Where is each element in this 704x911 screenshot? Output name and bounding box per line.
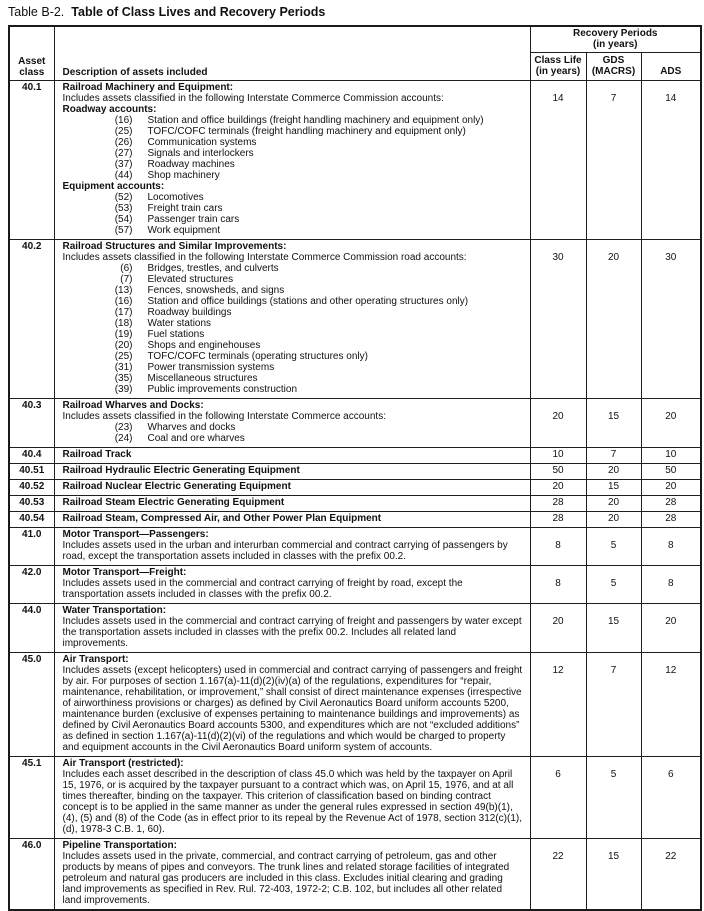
account-text: Work equipment — [147, 225, 221, 236]
account-item — [63, 170, 524, 181]
gds-value-cell: 5 — [586, 757, 641, 839]
description-cell — [54, 839, 530, 911]
class-life-value-cell: 8 — [530, 566, 586, 604]
ads-column-header — [641, 53, 701, 81]
gds-value-cell: 5 — [586, 566, 641, 604]
account-number: (23) — [114, 422, 133, 433]
account-number: (7) — [120, 274, 133, 285]
account-text: Freight train cars — [147, 203, 223, 214]
description-paragraph: Includes assets (except helicopters) used in commercial and contract carrying of passengers and freight by air. For purposes of section 1.167(a)-11(d)(2)(iv)(a) of the regulations, expenditures for “repair, maintenance, rehabilitation, or improvement,” shall consist of direct maintenance expenses (irrespective of airworthiness provisions or charges) as defined by Civil Aeronautics Board uniform accounts 5200, maintenance burden (exclusive of expenses pertaining to maintenance buildings and improvements) as defined by Civil Aeronautics Board accounts 5300, and expenditures which are not “excluded additions” as defined in section 1.167(a)-11(d)(2)(vi) of the regulations and which would be charged to property and equipment accounts in the Civil Aeronautics Board uniform system of accounts. — [62, 665, 523, 753]
account-number: (27) — [114, 148, 133, 159]
asset-class-cell: 41.0 — [9, 528, 54, 566]
description-cell — [54, 448, 530, 464]
gds-value-cell: 5 — [586, 528, 641, 566]
class-life-value-cell: 20 — [530, 399, 586, 448]
account-item — [63, 384, 524, 395]
account-item — [63, 329, 524, 340]
account-item — [63, 126, 524, 137]
account-number: (44) — [114, 170, 133, 181]
recovery-periods-line1: Recovery Periods — [573, 28, 658, 39]
description-cell — [54, 604, 530, 653]
gds-value-cell: 15 — [586, 480, 641, 496]
account-text: Wharves and docks — [147, 422, 236, 433]
account-number: (57) — [114, 225, 133, 236]
table-row — [9, 604, 701, 653]
description-paragraph: Includes assets classified in the following Interstate Commerce Commission road accounts: — [62, 252, 467, 263]
class-lives-table — [8, 25, 702, 911]
asset-heading: Railroad Steam Electric Generating Equipment — [62, 497, 285, 508]
asset-heading: Air Transport: — [62, 654, 129, 665]
asset-class-header-line1: Asset — [18, 56, 46, 67]
table-row — [9, 528, 701, 566]
asset-heading: Railroad Machinery and Equipment: — [62, 82, 234, 93]
account-text: Locomotives — [147, 192, 204, 203]
account-item — [63, 351, 524, 362]
gds-value-cell: 15 — [586, 839, 641, 911]
asset-class-cell: 40.4 — [9, 448, 54, 464]
class-life-value-cell: 8 — [530, 528, 586, 566]
ads-header-label: ADS — [660, 66, 682, 77]
account-item — [63, 433, 524, 444]
gds-value-cell: 20 — [586, 496, 641, 512]
description-paragraph: Includes assets classified in the following Interstate Commerce Commission accounts: — [62, 93, 444, 104]
asset-class-cell: 40.1 — [9, 81, 54, 240]
table-row — [9, 566, 701, 604]
description-cell — [54, 566, 530, 604]
class-life-value-cell: 28 — [530, 512, 586, 528]
account-text: Station and office buildings (stations and other operating structures only) — [147, 296, 469, 307]
ads-value-cell: 12 — [641, 653, 701, 757]
gds-value-cell: 20 — [586, 464, 641, 480]
account-item — [63, 296, 524, 307]
account-item — [63, 214, 524, 225]
account-item — [63, 192, 524, 203]
table-row — [9, 480, 701, 496]
account-number: (53) — [114, 203, 133, 214]
recovery-periods-line2: (in years) — [593, 39, 638, 50]
header-row-top — [9, 26, 701, 53]
ads-value-cell: 22 — [641, 839, 701, 911]
asset-heading: Railroad Steam, Compressed Air, and Other Power Plan Equipment — [62, 513, 382, 524]
account-item — [63, 263, 524, 274]
account-number: (25) — [114, 126, 133, 137]
account-item — [63, 373, 524, 384]
class-life-header-line2: (in years) — [535, 66, 581, 77]
class-life-value-cell: 10 — [530, 448, 586, 464]
class-life-column-header — [530, 53, 586, 81]
account-item — [63, 274, 524, 285]
description-cell — [54, 653, 530, 757]
asset-class-cell: 44.0 — [9, 604, 54, 653]
account-number: (52) — [114, 192, 133, 203]
asset-heading: Railroad Track — [62, 449, 132, 460]
description-cell — [54, 240, 530, 399]
asset-class-cell: 45.0 — [9, 653, 54, 757]
asset-class-cell: 40.51 — [9, 464, 54, 480]
gds-value-cell: 15 — [586, 399, 641, 448]
description-cell — [54, 528, 530, 566]
description-cell — [54, 399, 530, 448]
ads-value-cell: 10 — [641, 448, 701, 464]
account-number: (37) — [114, 159, 133, 170]
class-life-value-cell: 12 — [530, 653, 586, 757]
class-life-value-cell: 50 — [530, 464, 586, 480]
account-item — [63, 307, 524, 318]
account-number: (54) — [114, 214, 133, 225]
table-row — [9, 496, 701, 512]
account-number: (20) — [114, 340, 133, 351]
gds-value-cell: 20 — [586, 240, 641, 399]
asset-class-cell: 45.1 — [9, 757, 54, 839]
account-number: (16) — [114, 296, 133, 307]
ads-value-cell: 8 — [641, 566, 701, 604]
description-paragraph: Includes assets used in the private, commercial, and contract carrying of petroleum, gas and other products by means of pipes and conveyors. The trunk lines and related storage facilities of integrated petroleum and natural gas producers are included in this class. Excludes initial clearing and grading land improvements as specified in Rev. Rul. 72-403, 1972-2; C.B. 102, but includes all other related land improvements. — [62, 851, 510, 906]
account-number: (35) — [114, 373, 133, 384]
account-text: Roadway machines — [147, 159, 235, 170]
description-header-label: Description of assets included — [62, 67, 208, 78]
gds-header-line1: GDS — [602, 55, 625, 66]
description-cell — [54, 512, 530, 528]
asset-class-header-line2: class — [19, 67, 45, 78]
gds-value-cell: 7 — [586, 653, 641, 757]
recovery-periods-header — [530, 26, 701, 53]
page-title — [8, 5, 700, 19]
asset-heading: Air Transport (restricted): — [62, 758, 184, 769]
description-paragraph: Includes assets used in the commercial and contract carrying of freight by road, except the transportation assets included in classes with the prefix 00.2. — [62, 578, 463, 600]
account-number: (17) — [114, 307, 133, 318]
asset-heading: Motor Transport—Passengers: — [62, 529, 209, 540]
description-cell — [54, 464, 530, 480]
account-item — [63, 137, 524, 148]
table-row — [9, 757, 701, 839]
account-number: (26) — [114, 137, 133, 148]
account-text: Public improvements construction — [147, 384, 298, 395]
account-text: Power transmission systems — [147, 362, 275, 373]
table-row — [9, 81, 701, 240]
account-item — [63, 422, 524, 433]
account-item — [63, 340, 524, 351]
description-paragraph: Includes assets classified in the following Interstate Commerce accounts: — [62, 411, 386, 422]
asset-class-cell: 40.54 — [9, 512, 54, 528]
table-body — [9, 81, 701, 911]
ads-value-cell: 20 — [641, 480, 701, 496]
gds-header-line2: (MACRS) — [591, 66, 636, 77]
account-text: Miscellaneous structures — [147, 373, 258, 384]
table-row — [9, 448, 701, 464]
ads-value-cell: 6 — [641, 757, 701, 839]
gds-value-cell: 15 — [586, 604, 641, 653]
ads-value-cell: 8 — [641, 528, 701, 566]
account-text: Bridges, trestles, and culverts — [147, 263, 279, 274]
gds-value-cell: 20 — [586, 512, 641, 528]
table-row — [9, 839, 701, 911]
account-text: Station and office buildings (freight handling machinery and equipment only) — [147, 115, 484, 126]
account-number: (18) — [114, 318, 133, 329]
asset-heading: Motor Transport—Freight: — [62, 567, 187, 578]
description-cell — [54, 81, 530, 240]
description-cell — [54, 757, 530, 839]
description-paragraph: Includes assets used in the commercial and contract carrying of freight and passengers by water except the transportation assets included in classes with the prefix 00.2. Includes all related land improvements. — [62, 616, 522, 649]
gds-value-cell: 7 — [586, 81, 641, 240]
table-title-label: Table of Class Lives and Recovery Periods — [71, 5, 326, 19]
account-item — [63, 115, 524, 126]
asset-class-cell: 40.52 — [9, 480, 54, 496]
asset-heading: Pipeline Transportation: — [62, 840, 177, 851]
asset-heading: Railroad Nuclear Electric Generating Equipment — [62, 481, 291, 492]
ads-value-cell: 30 — [641, 240, 701, 399]
account-text: Shops and enginehouses — [147, 340, 261, 351]
account-number: (16) — [114, 115, 133, 126]
account-item — [63, 159, 524, 170]
description-cell — [54, 480, 530, 496]
class-life-value-cell: 14 — [530, 81, 586, 240]
asset-heading: Water Transportation: — [62, 605, 167, 616]
account-text: Shop machinery — [147, 170, 220, 181]
account-text: Elevated structures — [147, 274, 234, 285]
account-text: TOFC/COFC terminals (freight handling machinery and equipment only) — [147, 126, 466, 137]
class-life-value-cell: 20 — [530, 604, 586, 653]
description-paragraph: Includes assets used in the urban and interurban commercial and contract carrying of passengers by road, except the transportation assets included in classes with the prefix 00.2. — [62, 540, 508, 562]
account-number: (39) — [114, 384, 133, 395]
account-text: Water stations — [147, 318, 212, 329]
asset-class-cell: 46.0 — [9, 839, 54, 911]
table-row — [9, 240, 701, 399]
gds-column-header — [586, 53, 641, 81]
ads-value-cell: 50 — [641, 464, 701, 480]
account-item — [63, 318, 524, 329]
account-number: (19) — [114, 329, 133, 340]
class-life-value-cell: 30 — [530, 240, 586, 399]
account-text: Fences, snowsheds, and signs — [147, 285, 285, 296]
account-text: Signals and interlockers — [147, 148, 254, 159]
ads-value-cell: 20 — [641, 399, 701, 448]
account-number: (25) — [114, 351, 133, 362]
account-number: (31) — [114, 362, 133, 373]
table-row — [9, 464, 701, 480]
class-life-value-cell: 22 — [530, 839, 586, 911]
account-number: (6) — [120, 263, 133, 274]
ads-value-cell: 20 — [641, 604, 701, 653]
ads-value-cell: 28 — [641, 512, 701, 528]
table-row — [9, 512, 701, 528]
asset-class-cell: 40.2 — [9, 240, 54, 399]
table-number-label: Table B-2. — [8, 5, 65, 19]
account-text: Communication systems — [147, 137, 257, 148]
class-life-value-cell: 20 — [530, 480, 586, 496]
account-item — [63, 148, 524, 159]
account-number: (13) — [114, 285, 133, 296]
table-row — [9, 653, 701, 757]
gds-value-cell: 7 — [586, 448, 641, 464]
asset-heading: Railroad Wharves and Docks: — [62, 400, 204, 411]
account-text: Passenger train cars — [147, 214, 240, 225]
asset-class-cell: 42.0 — [9, 566, 54, 604]
asset-class-cell: 40.3 — [9, 399, 54, 448]
account-item — [63, 225, 524, 236]
class-life-header-line1: Class Life — [534, 55, 582, 66]
account-group-subheading: Equipment accounts: — [62, 181, 165, 192]
account-text: Coal and ore wharves — [147, 433, 245, 444]
description-paragraph: Includes each asset described in the description of class 45.0 which was held by the taxpayer on April 15, 1976, or is acquired by the taxpayer pursuant to a contract which was, on April 15, 1976, and at all times thereafter, binding on the taxpayer. This criterion of classification based on binding contract concept is to be applied in the same manner as under the general rules expressed in section 49(b)(1), (4), (5) and (8) of the Code (as in effect prior to its repeal by the Revenue Act of 1978, section 312(c)(1), (d), 1978-3 C.B. 1, 60). — [62, 769, 522, 835]
class-life-value-cell: 6 — [530, 757, 586, 839]
account-text: Roadway buildings — [147, 307, 232, 318]
asset-heading: Railroad Structures and Similar Improvements: — [62, 241, 287, 252]
account-item — [63, 285, 524, 296]
account-number: (24) — [114, 433, 133, 444]
table-row — [9, 399, 701, 448]
ads-value-cell: 28 — [641, 496, 701, 512]
ads-value-cell: 14 — [641, 81, 701, 240]
account-item — [63, 362, 524, 373]
class-life-value-cell: 28 — [530, 496, 586, 512]
description-column-header — [54, 26, 530, 81]
asset-heading: Railroad Hydraulic Electric Generating Equipment — [62, 465, 300, 476]
account-group-subheading: Roadway accounts: — [62, 104, 157, 115]
account-item — [63, 203, 524, 214]
asset-class-column-header — [9, 26, 54, 81]
table-header — [9, 26, 701, 81]
account-text: Fuel stations — [147, 329, 205, 340]
account-text: TOFC/COFC terminals (operating structures only) — [147, 351, 368, 362]
asset-class-cell: 40.53 — [9, 496, 54, 512]
description-cell — [54, 496, 530, 512]
